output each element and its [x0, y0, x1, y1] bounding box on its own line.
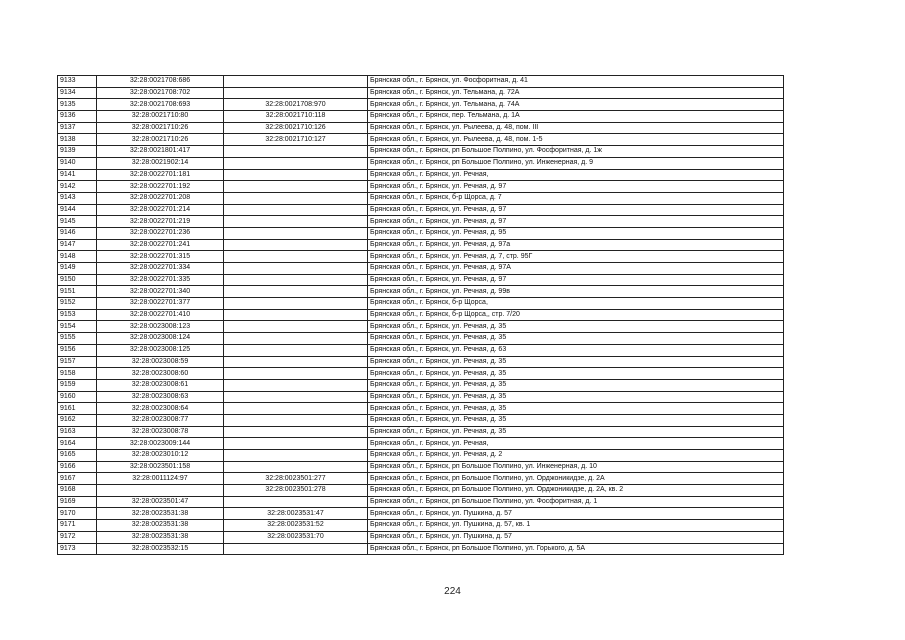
address-cell: Брянская обл., г. Брянск, ул. Пушкина, д. 57, кв. 1: [368, 520, 784, 532]
address-cell: Брянская обл., г. Брянск, ул. Речная, д. 97: [368, 274, 784, 286]
cadastral-number-cell: 32:28:0022701:377: [97, 298, 224, 310]
cadastral-number-cell: 32:28:0022701:192: [97, 181, 224, 193]
row-number-cell: 9138: [58, 134, 97, 146]
table-row: [58, 485, 784, 497]
related-cadastral-number-cell: [224, 286, 368, 298]
address-cell: Брянская обл., г. Брянск, рп Большое Полпино, ул. Орджоникидзе, д. 2А, кв. 2: [368, 485, 784, 497]
row-number-cell: 9158: [58, 368, 97, 380]
related-cadastral-number-cell: [224, 333, 368, 345]
related-cadastral-number-cell: [224, 461, 368, 473]
cadastral-number-cell: 32:28:0022701:335: [97, 274, 224, 286]
cadastral-number-cell: 32:28:0022701:315: [97, 251, 224, 263]
address-cell: Брянская обл., г. Брянск, ул. Речная, д. 63: [368, 344, 784, 356]
row-number-cell: 9147: [58, 239, 97, 251]
cadastral-number-cell: 32:28:0011124:97: [97, 473, 224, 485]
address-cell: Брянская обл., г. Брянск, ул. Пушкина, д. 57: [368, 531, 784, 543]
cadastral-number-cell: 32:28:0022701:219: [97, 216, 224, 228]
cadastral-number-cell: 32:28:0023532:15: [97, 543, 224, 555]
cadastral-number-cell: 32:28:0023008:59: [97, 356, 224, 368]
row-number-cell: 9160: [58, 391, 97, 403]
row-number-cell: 9156: [58, 344, 97, 356]
table-row: [58, 391, 784, 403]
address-cell: Брянская обл., г. Брянск, ул. Речная, д. 35: [368, 414, 784, 426]
row-number-cell: 9144: [58, 204, 97, 216]
related-cadastral-number-cell: [224, 204, 368, 216]
table-row: [58, 461, 784, 473]
related-cadastral-number-cell: [224, 356, 368, 368]
related-cadastral-number-cell: [224, 496, 368, 508]
row-number-cell: 9143: [58, 192, 97, 204]
address-cell: Брянская обл., г. Брянск, ул. Тельмана, д. 74А: [368, 99, 784, 111]
cadastral-number-cell: 32:28:0021710:80: [97, 111, 224, 123]
related-cadastral-number-cell: [224, 321, 368, 333]
row-number-cell: 9150: [58, 274, 97, 286]
table-row: [58, 438, 784, 450]
address-cell: Брянская обл., г. Брянск, рп Большое Полпино, ул. Фосфоритная, д. 1: [368, 496, 784, 508]
table-row: [58, 263, 784, 275]
related-cadastral-number-cell: [224, 251, 368, 263]
table-row: [58, 192, 784, 204]
cadastral-number-cell: 32:28:0022701:410: [97, 309, 224, 321]
cadastral-number-cell: 32:28:0022701:334: [97, 263, 224, 275]
related-cadastral-number-cell: [224, 368, 368, 380]
address-cell: Брянская обл., г. Брянск, ул. Тельмана, д. 72А: [368, 87, 784, 99]
related-cadastral-number-cell: [224, 274, 368, 286]
table-row: [58, 122, 784, 134]
address-cell: Брянская обл., г. Брянск, ул. Рылеева, д. 48, пом. III: [368, 122, 784, 134]
table-row: [58, 403, 784, 415]
cadastral-number-cell: 32:28:0023008:124: [97, 333, 224, 345]
table-row: [58, 344, 784, 356]
address-cell: Брянская обл., г. Брянск, ул. Речная, д. 35: [368, 391, 784, 403]
row-number-cell: 9135: [58, 99, 97, 111]
address-cell: Брянская обл., г. Брянск, ул. Фосфоритная, д. 41: [368, 76, 784, 88]
row-number-cell: 9167: [58, 473, 97, 485]
address-cell: Брянская обл., г. Брянск, ул. Речная,: [368, 169, 784, 181]
row-number-cell: 9162: [58, 414, 97, 426]
table-row: [58, 496, 784, 508]
cadastral-number-cell: 32:28:0023008:64: [97, 403, 224, 415]
cadastral-number-cell: 32:28:0022701:208: [97, 192, 224, 204]
related-cadastral-number-cell: [224, 157, 368, 169]
row-number-cell: 9165: [58, 450, 97, 462]
row-number-cell: 9137: [58, 122, 97, 134]
address-cell: Брянская обл., г. Брянск, ул. Речная, д. 35: [368, 356, 784, 368]
address-cell: Брянская обл., г. Брянск, ул. Речная, д. 35: [368, 426, 784, 438]
cadastral-number-cell: 32:28:0022701:214: [97, 204, 224, 216]
cadastral-number-cell: 32:28:0022701:340: [97, 286, 224, 298]
table-row: [58, 426, 784, 438]
address-cell: Брянская обл., г. Брянск, ул. Речная, д. 99в: [368, 286, 784, 298]
row-number-cell: 9151: [58, 286, 97, 298]
cadastral-number-cell: 32:28:0023008:123: [97, 321, 224, 333]
table-row: [58, 87, 784, 99]
cadastral-number-cell: 32:28:0023010:12: [97, 450, 224, 462]
related-cadastral-number-cell: [224, 414, 368, 426]
related-cadastral-number-cell: [224, 379, 368, 391]
related-cadastral-number-cell: [224, 309, 368, 321]
address-cell: Брянская обл., г. Брянск, ул. Речная, д. 35: [368, 333, 784, 345]
cadastral-number-cell: 32:28:0021708:702: [97, 87, 224, 99]
row-number-cell: 9140: [58, 157, 97, 169]
row-number-cell: 9136: [58, 111, 97, 123]
cadastral-number-cell: 32:28:0023531:38: [97, 508, 224, 520]
table-row: [58, 414, 784, 426]
related-cadastral-number-cell: 32:28:0021710:126: [224, 122, 368, 134]
table-row: [58, 146, 784, 158]
row-number-cell: 9166: [58, 461, 97, 473]
related-cadastral-number-cell: [224, 450, 368, 462]
table-row: [58, 181, 784, 193]
row-number-cell: 9157: [58, 356, 97, 368]
address-cell: Брянская обл., г. Брянск, рп Большое Полпино, ул. Горького, д. 5А: [368, 543, 784, 555]
cadastral-number-cell: 32:28:0023008:60: [97, 368, 224, 380]
address-cell: Брянская обл., г. Брянск, ул. Речная, д. 97А: [368, 263, 784, 275]
row-number-cell: 9139: [58, 146, 97, 158]
address-cell: Брянская обл., г. Брянск, б-р Щорса,: [368, 298, 784, 310]
row-number-cell: 9163: [58, 426, 97, 438]
row-number-cell: 9149: [58, 263, 97, 275]
row-number-cell: 9153: [58, 309, 97, 321]
cadastral-number-cell: 32:28:0021902:14: [97, 157, 224, 169]
related-cadastral-number-cell: [224, 298, 368, 310]
cadastral-number-cell: 32:28:0023501:158: [97, 461, 224, 473]
address-cell: Брянская обл., г. Брянск, ул. Речная, д. 35: [368, 379, 784, 391]
table-row: [58, 286, 784, 298]
cadastral-number-cell: 32:28:0022701:181: [97, 169, 224, 181]
address-cell: Брянская обл., г. Брянск, ул. Речная, д. 35: [368, 321, 784, 333]
cadastral-number-cell: 32:28:0023008:78: [97, 426, 224, 438]
related-cadastral-number-cell: [224, 344, 368, 356]
row-number-cell: 9141: [58, 169, 97, 181]
table-row: [58, 543, 784, 555]
address-cell: Брянская обл., г. Брянск, рп Большое Полпино, ул. Инженерная, д. 9: [368, 157, 784, 169]
cadastral-number-cell: 32:28:0022701:236: [97, 227, 224, 239]
address-cell: Брянская обл., г. Брянск, рп Большое Полпино, ул. Орджоникидзе, д. 2А: [368, 473, 784, 485]
related-cadastral-number-cell: 32:28:0023531:47: [224, 508, 368, 520]
cadastral-number-cell: 32:28:0022701:241: [97, 239, 224, 251]
related-cadastral-number-cell: [224, 403, 368, 415]
related-cadastral-number-cell: 32:28:0023501:278: [224, 485, 368, 497]
row-number-cell: 9164: [58, 438, 97, 450]
row-number-cell: 9173: [58, 543, 97, 555]
related-cadastral-number-cell: 32:28:0021708:970: [224, 99, 368, 111]
related-cadastral-number-cell: [224, 192, 368, 204]
cadastral-number-cell: 32:28:0023008:77: [97, 414, 224, 426]
table-row: [58, 309, 784, 321]
related-cadastral-number-cell: [224, 87, 368, 99]
row-number-cell: 9155: [58, 333, 97, 345]
cadastral-number-cell: 32:28:0023009:144: [97, 438, 224, 450]
row-number-cell: 9154: [58, 321, 97, 333]
address-cell: Брянская обл., г. Брянск, ул. Пушкина, д. 57: [368, 508, 784, 520]
row-number-cell: 9148: [58, 251, 97, 263]
related-cadastral-number-cell: [224, 543, 368, 555]
cadastral-number-cell: 32:28:0021710:26: [97, 134, 224, 146]
table-row: [58, 216, 784, 228]
address-cell: Брянская обл., г. Брянск, ул. Речная, д. 97: [368, 216, 784, 228]
table-row: [58, 111, 784, 123]
address-cell: Брянская обл., г. Брянск, б-р Щорса,, стр. 7/20: [368, 309, 784, 321]
table-row: [58, 251, 784, 263]
table-row: [58, 450, 784, 462]
table-row: [58, 520, 784, 532]
address-cell: Брянская обл., г. Брянск, ул. Речная, д. 35: [368, 368, 784, 380]
registry-table: [57, 75, 784, 555]
registry-table-container: [57, 75, 784, 555]
row-number-cell: 9159: [58, 379, 97, 391]
table-row: [58, 356, 784, 368]
related-cadastral-number-cell: [224, 181, 368, 193]
cadastral-number-cell: 32:28:0023008:61: [97, 379, 224, 391]
table-row: [58, 134, 784, 146]
related-cadastral-number-cell: [224, 76, 368, 88]
row-number-cell: 9152: [58, 298, 97, 310]
related-cadastral-number-cell: 32:28:0021710:127: [224, 134, 368, 146]
related-cadastral-number-cell: 32:28:0023531:70: [224, 531, 368, 543]
related-cadastral-number-cell: [224, 239, 368, 251]
table-row: [58, 76, 784, 88]
address-cell: Брянская обл., г. Брянск, б-р Щорса, д. 7: [368, 192, 784, 204]
row-number-cell: 9161: [58, 403, 97, 415]
table-row: [58, 333, 784, 345]
page-number: 224: [444, 586, 461, 597]
row-number-cell: 9146: [58, 227, 97, 239]
related-cadastral-number-cell: [224, 426, 368, 438]
cadastral-number-cell: 32:28:0021710:26: [97, 122, 224, 134]
related-cadastral-number-cell: [224, 391, 368, 403]
address-cell: Брянская обл., г. Брянск, ул. Речная,: [368, 438, 784, 450]
table-row: [58, 298, 784, 310]
cadastral-number-cell: 32:28:0023008:63: [97, 391, 224, 403]
table-row: [58, 169, 784, 181]
table-row: [58, 379, 784, 391]
address-cell: Брянская обл., г. Брянск, ул. Речная, д. 97: [368, 181, 784, 193]
row-number-cell: 9142: [58, 181, 97, 193]
address-cell: Брянская обл., г. Брянск, ул. Речная, д. 97а: [368, 239, 784, 251]
address-cell: Брянская обл., г. Брянск, ул. Речная, д. 97: [368, 204, 784, 216]
row-number-cell: 9170: [58, 508, 97, 520]
address-cell: Брянская обл., г. Брянск, ул. Речная, д. 35: [368, 403, 784, 415]
cadastral-number-cell: 32:28:0023531:38: [97, 520, 224, 532]
cadastral-number-cell: 32:28:0023531:38: [97, 531, 224, 543]
table-row: [58, 227, 784, 239]
related-cadastral-number-cell: [224, 146, 368, 158]
address-cell: Брянская обл., г. Брянск, ул. Рылеева, д. 48, пом. 1-5: [368, 134, 784, 146]
table-row: [58, 157, 784, 169]
row-number-cell: 9168: [58, 485, 97, 497]
cadastral-number-cell: 32:28:0023501:47: [97, 496, 224, 508]
table-row: [58, 368, 784, 380]
address-cell: Брянская обл., г. Брянск, ул. Речная, д. 95: [368, 227, 784, 239]
row-number-cell: 9172: [58, 531, 97, 543]
address-cell: Брянская обл., г. Брянск, ул. Речная, д. 7, стр. 95Г: [368, 251, 784, 263]
cadastral-number-cell: [97, 485, 224, 497]
address-cell: Брянская обл., г. Брянск, рп Большое Полпино, ул. Инженерная, д. 10: [368, 461, 784, 473]
address-cell: Брянская обл., г. Брянск, пер. Тельмана, д. 1А: [368, 111, 784, 123]
related-cadastral-number-cell: 32:28:0023531:52: [224, 520, 368, 532]
related-cadastral-number-cell: [224, 263, 368, 275]
row-number-cell: 9169: [58, 496, 97, 508]
table-row: [58, 531, 784, 543]
related-cadastral-number-cell: [224, 169, 368, 181]
table-row: [58, 99, 784, 111]
table-row: [58, 473, 784, 485]
related-cadastral-number-cell: 32:28:0021710:118: [224, 111, 368, 123]
row-number-cell: 9145: [58, 216, 97, 228]
table-row: [58, 204, 784, 216]
row-number-cell: 9133: [58, 76, 97, 88]
cadastral-number-cell: 32:28:0023008:125: [97, 344, 224, 356]
table-row: [58, 321, 784, 333]
cadastral-number-cell: 32:28:0021708:686: [97, 76, 224, 88]
cadastral-number-cell: 32:28:0021708:693: [97, 99, 224, 111]
row-number-cell: 9134: [58, 87, 97, 99]
registry-table-body: [58, 76, 784, 555]
address-cell: Брянская обл., г. Брянск, рп Большое Полпино, ул. Фосфоритная, д. 1ж: [368, 146, 784, 158]
related-cadastral-number-cell: [224, 438, 368, 450]
table-row: [58, 239, 784, 251]
table-row: [58, 508, 784, 520]
related-cadastral-number-cell: 32:28:0023501:277: [224, 473, 368, 485]
table-row: [58, 274, 784, 286]
related-cadastral-number-cell: [224, 216, 368, 228]
related-cadastral-number-cell: [224, 227, 368, 239]
cadastral-number-cell: 32:28:0021801:417: [97, 146, 224, 158]
row-number-cell: 9171: [58, 520, 97, 532]
address-cell: Брянская обл., г. Брянск, ул. Речная, д. 2: [368, 450, 784, 462]
